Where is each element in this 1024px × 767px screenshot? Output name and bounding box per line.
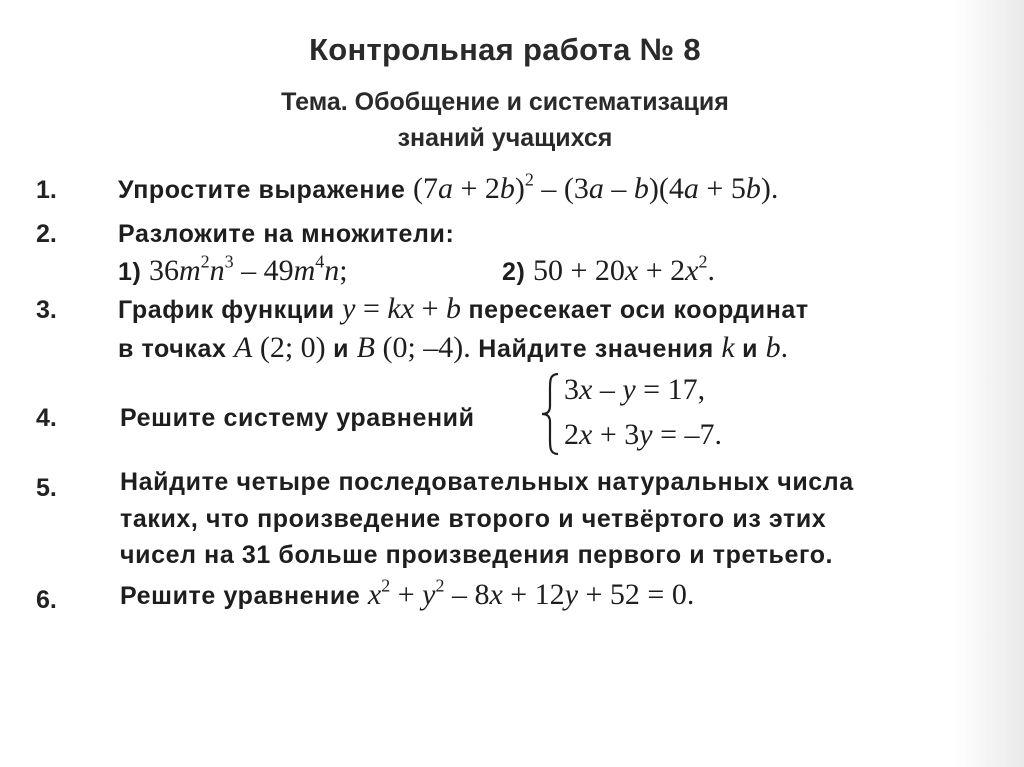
task-1-instruction: Упростите выражение [118,176,406,204]
task-3-function: y = kx + b [342,292,461,325]
task-6-text [120,575,695,612]
task-1-number: 1. [36,176,57,204]
system-equation-1: 3x – y = 17, [564,373,706,406]
system-equation-2: 2x + 3y = –7. [564,418,722,451]
task-4-number: 4. [36,404,57,432]
task-3-point-b: B (0; –4). [356,331,471,364]
task-6-number: 6. [36,586,57,614]
system-brace [540,372,562,456]
page-title: Контрольная работа № 8 [309,32,701,67]
task-3-line-2: в точках A (2; 0) и B (0; –4). Найдите значения k и b. [118,331,789,364]
task-2-part-2: 2) $50 + 20x + 2x^2$. [502,251,715,287]
task-2-expression-2: $50 + 20x + 2x^2$. [532,251,715,287]
task-5-number: 5. [36,474,57,502]
topic-line-1: Тема. Обобщение и систематизация [281,88,729,116]
task-3-point-a: A (2; 0) [234,331,326,364]
task-4-instruction: Решите систему уравнений [120,404,475,432]
task-2-instruction-line [118,216,454,250]
task-5-line-3: чисел на 31 больше произведения первого и третьего. [120,541,834,569]
task-2-part-1: 1) $36m^2n^3 - 49m^4n$; [118,251,348,287]
task-1-text [118,169,779,206]
task-4-text [120,400,475,434]
task-3-number: 3. [36,296,57,324]
task-2-number: 2. [36,220,57,248]
task-1-expression: $(7a + 2b)^2 - (3a - b)(4a + 5b)$. [413,169,779,205]
task-6-instruction: Решите уравнение [120,582,361,610]
task-3-line-1: График функции y = kx + b пересекает оси координат [118,292,809,325]
task-2-instruction: Разложите на множители: [118,220,455,248]
task-5-line-2: таких, что произведение второго и четвёртого из этих [120,505,827,533]
task-6-equation: $x^2 + y^2 - 8x + 12y + 52 = 0$. [367,575,695,611]
task-5-line-1: Найдите четыре последовательных натуральных числа [120,468,854,496]
task-2-expression-1: $36m^2n^3 - 49m^4n$; [148,251,348,287]
topic-line-2: знаний учащихся [397,124,613,152]
